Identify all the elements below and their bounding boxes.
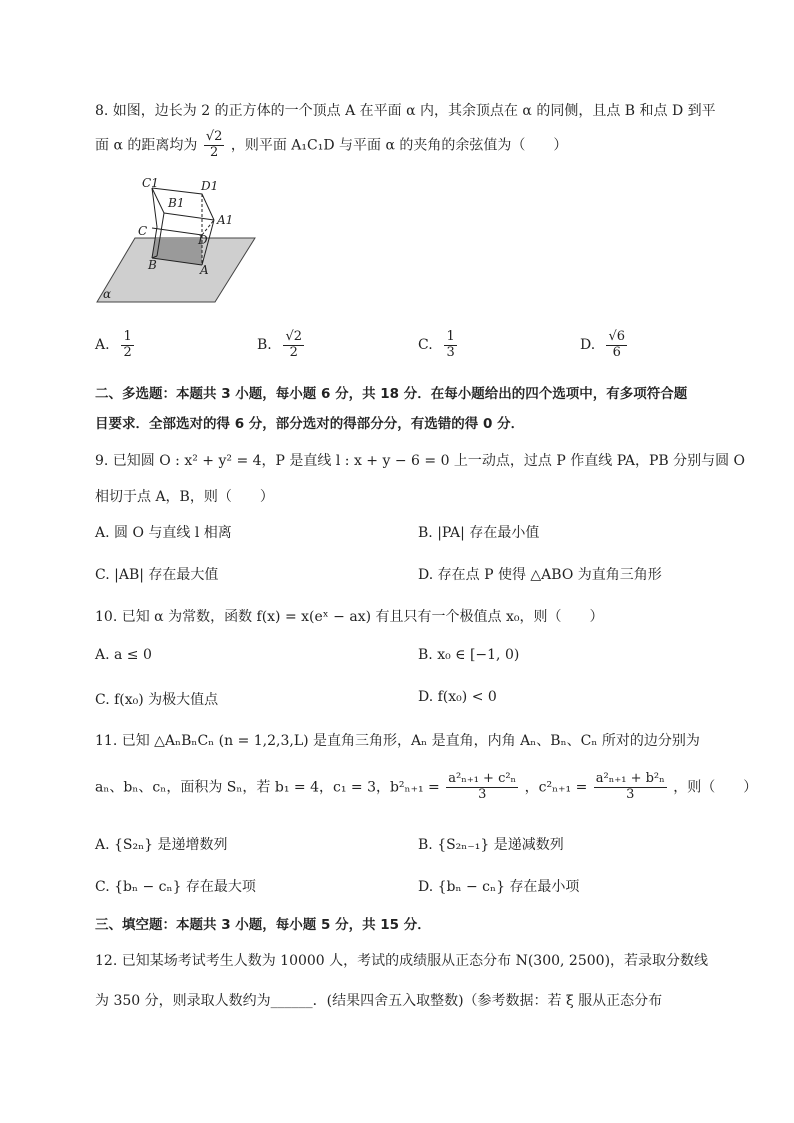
q11-fraction-1	[446, 772, 518, 803]
q8-option-d-label: D.	[580, 337, 596, 354]
q10-option-b[interactable]: B. x₀ ∈ [−1, 0)	[418, 647, 520, 663]
q11-fraction-1-den: 3	[478, 786, 487, 802]
q8-line2-pre: 面 α 的距离均为	[95, 137, 198, 154]
q8-line1: 8. 如图，边长为 2 的正方体的一个顶点 A 在平面 α 内，其余顶点在 α 的同侧，且点 B 和点 D 到平	[95, 103, 716, 119]
q8-option-d-frac	[606, 330, 627, 361]
q8-option-c-frac	[444, 330, 456, 361]
q11-fraction-2-num: a²ₙ₊₁ + b²ₙ	[595, 771, 665, 786]
q8-line2-post: ，则平面 A₁C₁D 与平面 α 的夹角的余弦值为（ ）	[230, 137, 568, 154]
q11-fraction-2	[594, 772, 667, 803]
section2-heading-line1: 二、多选题：本题共 3 小题，每小题 6 分，共 18 分．在每小题给出的四个选项中，有多项符合题	[95, 386, 688, 402]
label-alpha: α	[103, 287, 112, 301]
cube-plane-figure	[95, 172, 260, 307]
q8-option-b-den: 2	[289, 344, 298, 360]
q8-option-b-frac	[283, 330, 304, 361]
label-C: C	[138, 224, 148, 238]
q11-fraction-1-num: a²ₙ₊₁ + c²ₙ	[448, 771, 517, 786]
q11-option-b[interactable]: B. {S₂ₙ₋₁} 是递减数列	[418, 837, 564, 853]
q11-option-c[interactable]: C. {bₙ − cₙ} 存在最大项	[95, 879, 256, 895]
q11-line2	[95, 772, 757, 803]
q8-option-c[interactable]	[418, 330, 459, 361]
q8-option-c-den: 3	[446, 344, 455, 360]
q10-option-c[interactable]: C. f(x₀) 为极大值点	[95, 692, 219, 708]
q11-option-d[interactable]: D. {bₙ − cₙ} 存在最小项	[418, 879, 580, 895]
q12-line2: 为 350 分，则录取人数约为______．(结果四舍五入取整数)（参考数据：若 ξ 服从正态分布	[95, 993, 663, 1009]
q9-option-c[interactable]: C. |AB| 存在最大值	[95, 567, 219, 583]
label-D: D	[198, 233, 208, 247]
q11-line2-mid: ，c²ₙ₊₁ =	[524, 779, 588, 796]
q11-option-a[interactable]: A. {S₂ₙ} 是递增数列	[95, 837, 228, 853]
q10-option-d[interactable]: D. f(x₀) < 0	[418, 689, 497, 705]
q8-option-a-label: A.	[95, 337, 110, 354]
q8-option-c-num: 1	[446, 329, 455, 344]
q8-option-a[interactable]	[95, 330, 136, 361]
q8-option-d-num: √6	[608, 329, 626, 344]
q11-line2-pre: aₙ、bₙ、cₙ，面积为 Sₙ，若 b₁ = 4，c₁ = 3，b²ₙ₊₁ =	[95, 779, 440, 796]
q8-fraction-den: 2	[209, 144, 219, 160]
q8-option-a-num: 1	[123, 329, 132, 344]
section2-heading-line2: 目要求．全部选对的得 6 分，部分选对的得部分分，有选错的得 0 分．	[95, 416, 525, 432]
q11-fraction-2-den: 3	[626, 786, 635, 802]
label-B: B	[148, 258, 157, 272]
q8-option-b-label: B.	[257, 337, 272, 354]
label-D1: D1	[201, 179, 219, 193]
q8-option-d[interactable]	[580, 330, 629, 361]
label-C1: C1	[142, 176, 159, 190]
q9-option-b[interactable]: B. |PA| 存在最小值	[418, 525, 540, 541]
q8-fraction-num: √2	[205, 129, 223, 144]
q10-line1: 10. 已知 α 为常数，函数 f(x) = x(eˣ − ax) 有且只有一个极值点 x₀，则（ ）	[95, 609, 604, 625]
q8-option-d-den: 6	[612, 344, 621, 360]
label-A: A	[200, 263, 209, 277]
q10-option-a[interactable]: A. a ≤ 0	[95, 647, 152, 663]
q8-line2	[95, 130, 567, 161]
q8-fraction	[204, 130, 225, 161]
q8-option-c-label: C.	[418, 337, 433, 354]
label-B1: B1	[168, 196, 185, 210]
q9-line2: 相切于点 A，B，则（ ）	[95, 489, 274, 505]
label-A1: A1	[217, 213, 234, 227]
q8-option-b-num: √2	[285, 329, 303, 344]
q11-line1: 11. 已知 △AₙBₙCₙ (n = 1,2,3,L) 是直角三角形，Aₙ 是直角，内角 Aₙ、Bₙ、Cₙ 所对的边分别为	[95, 733, 700, 749]
q8-option-b[interactable]	[257, 330, 306, 361]
q11-line2-post: ，则（ ）	[673, 779, 758, 796]
section3-heading: 三、填空题：本题共 3 小题，每小题 5 分，共 15 分．	[95, 917, 431, 933]
q9-line1: 9. 已知圆 O : x² + y² = 4，P 是直线 l : x + y − 6 = 0 上一动点，过点 P 作直线 PA，PB 分别与圆 O	[95, 453, 746, 469]
q9-option-d[interactable]: D. 存在点 P 使得 △ABO 为直角三角形	[418, 567, 662, 583]
q9-option-a[interactable]: A. 圆 O 与直线 l 相离	[95, 525, 232, 541]
q8-option-a-frac	[121, 330, 133, 361]
q12-line1: 12. 已知某场考试考生人数为 10000 人，考试的成绩服从正态分布 N(300, 2500)，若录取分数线	[95, 953, 709, 969]
q8-option-a-den: 2	[123, 344, 132, 360]
